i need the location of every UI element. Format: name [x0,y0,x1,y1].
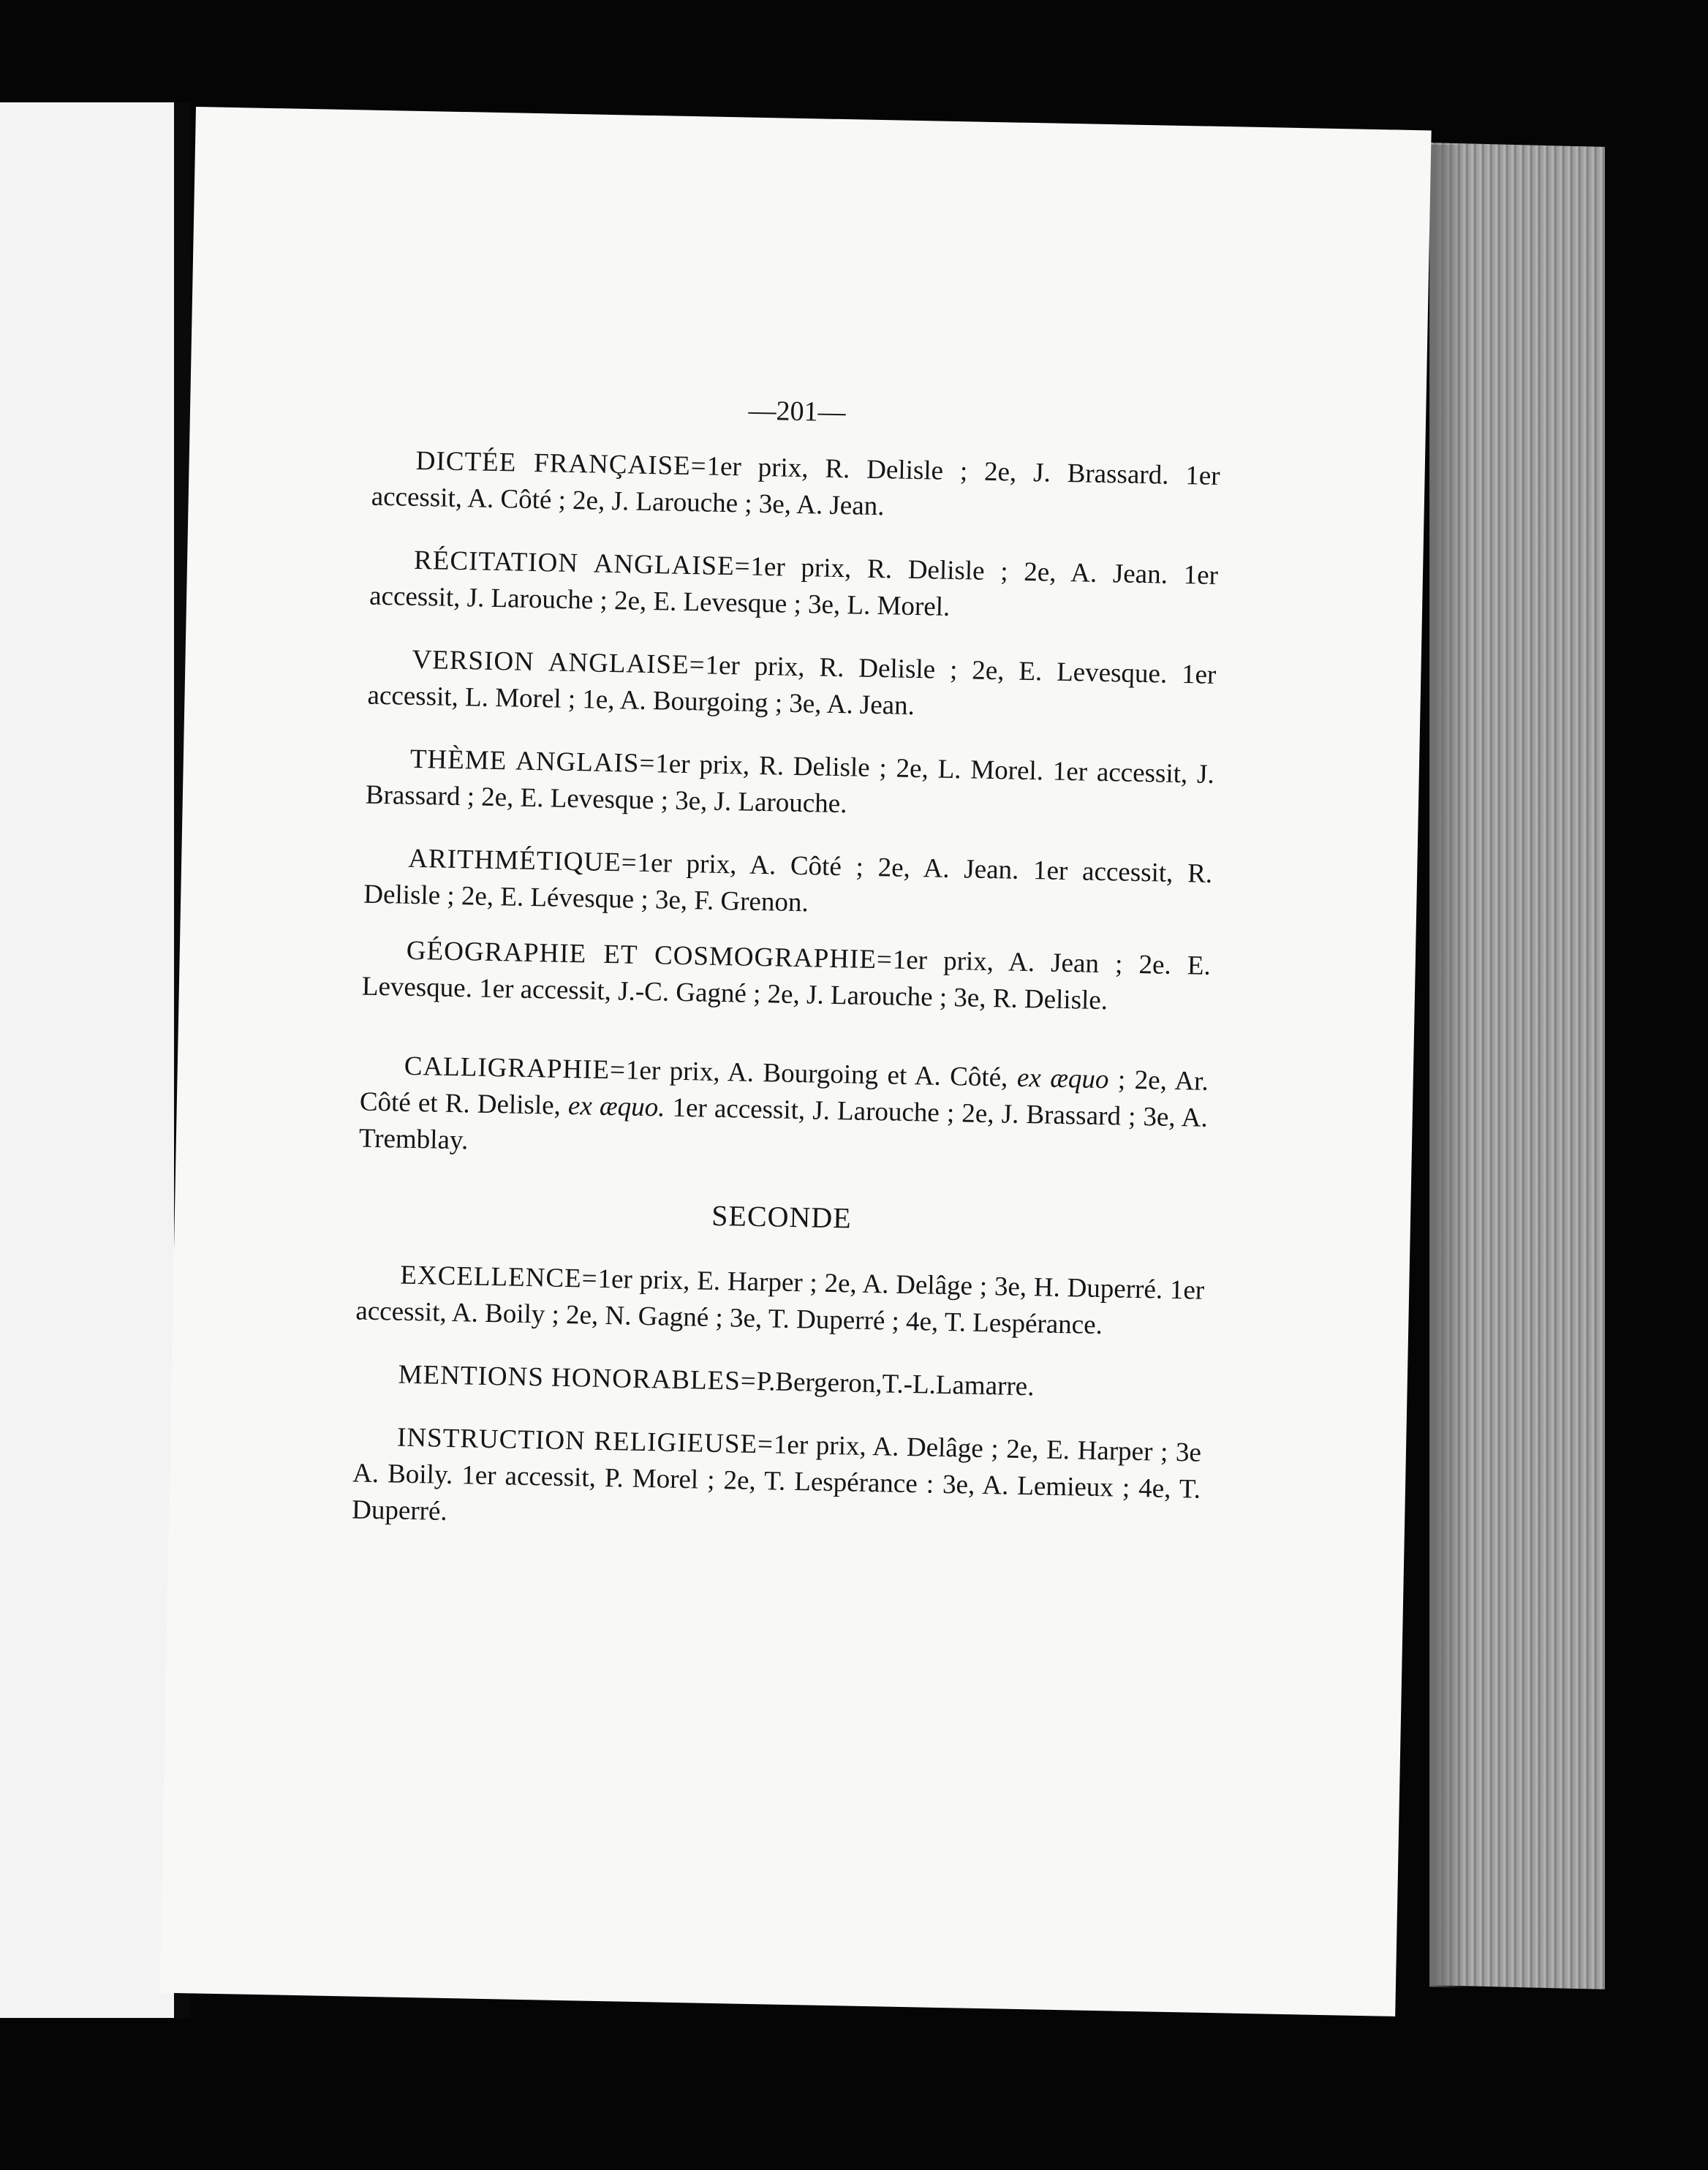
entry-heading: RÉCITATION ANGLAISE= [413,545,751,582]
entry-text: 1er prix, E. Harper ; 2e, A. Delâge ; 3e, H. Duperré. 1er accessit, A. Boily ; 2e, N. Gagné ; 3e, T. Duperré ; 4e, T. Lespérance. [355,1263,1205,1341]
right-page [159,107,1431,2016]
entry-arithmetique [363,840,1213,929]
entry-text: 1er prix, R. Delisle ; 2e, E. Levesque. 1er accessit, L. Morel ; 1e, A. Bourgoing ; 3e, A. Jean. [367,650,1217,722]
section-title-seconde: SECONDE [711,1198,853,1235]
entry-text: 1er prix, A. Côté ; 2e, A. Jean. 1er accessit, R. Delisle ; 2e, E. Lévesque ; 3e, F. Grenon. [363,847,1213,918]
entry-excellence [355,1257,1205,1346]
entry-text: 1er prix, R. Delisle ; 2e, L. Morel. 1er accessit, J. Brassard ; 2e, E. Levesque ; 3e, J. Larouche. [365,749,1215,820]
page-text-block [351,385,1222,1571]
entry-text: 1er prix, R. Delisle ; 2e, J. Brassard. 1er accessit, A. Côté ; 2e, J. Larouche ; 3e, A. Jean. [371,451,1220,522]
entry-geographie-cosmographie [361,932,1211,1021]
entry-heading: ARITHMÉTIQUE= [407,843,638,878]
entry-heading: CALLIGRAPHIE= [404,1051,627,1086]
book-edge-shadow [1429,144,1466,1987]
entry-calligraphie [358,1048,1209,1173]
entry-version-anglaise [367,641,1217,730]
entry-heading: VERSION ANGLAISE= [412,644,706,681]
entry-heading: EXCELLENCE= [399,1260,598,1294]
page-number: —201— [748,395,847,428]
entry-italic-ex-aequo-1: ex æquo [1016,1062,1109,1095]
entry-dictee-francaise [371,442,1220,532]
entry-text: P.Bergeron,T.-L.Lamarre. [756,1366,1035,1402]
entry-text-part2: ; 2e, Ar. Côté et R. Delisle, [359,1065,1209,1121]
entry-heading: GÉOGRAPHIE ET COSMOGRAPHIE= [406,935,893,975]
entry-text-part1: 1er prix, A. Bourgoing et A. Côté, [625,1055,1008,1093]
entry-theme-anglais [365,741,1214,830]
entry-italic-ex-aequo-2: ex æquo. [567,1091,665,1123]
entry-text: 1er prix, R. Delisle ; 2e, A. Jean. 1er accessit, J. Larouche ; 2e, E. Levesque ; 3e, L. Morel. [369,551,1219,622]
entry-heading: THÈME ANGLAIS= [409,744,656,779]
entry-mentions-honorables [354,1356,1203,1408]
entry-recitation-anglaise [369,542,1219,631]
entry-instruction-religieuse [352,1418,1202,1544]
entry-heading: MENTIONS HONORABLES= [398,1359,757,1397]
entry-text: 1er prix, A. Jean ; 2e. E. Levesque. 1er accessit, J.-C. Gagné ; 2e, J. Larouche ; 3e, R. Delisle. [361,945,1212,1016]
entry-heading: INSTRUCTION RELIGIEUSE= [396,1422,774,1460]
entry-text: 1er prix, A. Delâge ; 2e, E. Harper ; 3e A. Boily. 1er accessit, P. Morel ; 2e, T. Lespérance : 3e, A. Lemieux ; 4e, T. Duperré. [351,1429,1202,1527]
left-page-fragment [0,102,174,2018]
entry-text-part3: 1er accessit, J. Larouche ; 2e, J. Brassard ; 3e, A. Tremblay. [358,1092,1209,1156]
entry-heading: DICTÉE FRANÇAISE= [415,445,707,482]
